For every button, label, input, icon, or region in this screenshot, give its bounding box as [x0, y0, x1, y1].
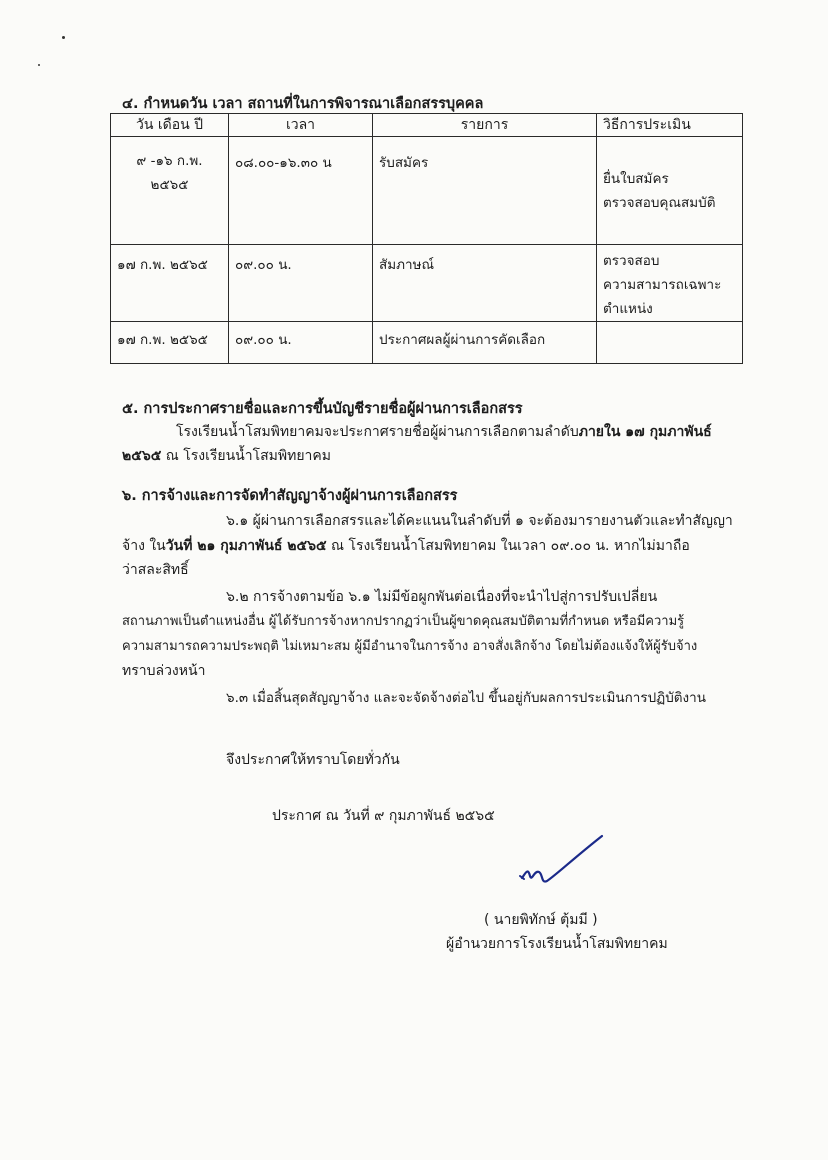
p63-line1: ๖.๓ เมื่อสิ้นสุดสัญญาจ้าง และจะจัดจ้างต่อไป ขึ้นอยู่กับผลการประเมินการปฏิบัติงาน [226, 690, 706, 706]
header-item: รายการ [373, 114, 597, 137]
header-time: เวลา [229, 114, 373, 137]
scan-speck [62, 36, 65, 39]
p62-line1: ๖.๒ การจ้างตามข้อ ๖.๑ ไม่มีข้อผูกพันต่อเนื่องที่จะนำไปสู่การปรับเปลี่ยน [226, 589, 658, 605]
p61-line2: จ้าง ในวันที่ ๒๑ กุมภาพันธ์ ๒๕๖๕ ณ โรงเรียนน้ำโสมพิทยาคม ในเวลา ๐๙.๐๐ น. หากไม่มาถือ [122, 538, 690, 554]
section4-heading: ๔. กำหนดวัน เวลา สถานที่ในการพิจารณาเลือกสรรบุคคล [122, 96, 484, 112]
row2-date: ๑๗ ก.พ. ๒๕๖๕ [111, 245, 229, 322]
p62-line4: ทราบล่วงหน้า [122, 663, 206, 679]
signer-title: ผู้อำนวยการโรงเรียนน้ำโสมพิทยาคม [446, 936, 668, 952]
row3-item: ประกาศผลผู้ผ่านการคัดเลือก [373, 322, 597, 364]
row3-date: ๑๗ ก.พ. ๒๕๖๕ [111, 322, 229, 364]
scan-speck [38, 64, 40, 66]
row1-method: ยื่นใบสมัคร ตรวจสอบคุณสมบัติ [597, 137, 743, 245]
table-row [111, 322, 743, 364]
closing-announce: จึงประกาศให้ทราบโดยทั่วกัน [226, 752, 400, 768]
row1-item: รับสมัคร [373, 137, 597, 245]
p62-line2: สถานภาพเป็นตำแหน่งอื่น ผู้ได้รับการจ้างหากปรากฏว่าเป็นผู้ขาดคุณสมบัติตามที่กำหนด หรือมีความรู้ [122, 614, 685, 629]
row3-method [597, 322, 743, 364]
row1-date: ๙ -๑๖ ก.พ. ๒๕๖๕ [111, 137, 229, 245]
table-header-row [111, 114, 743, 137]
row2-time: ๐๙.๐๐ น. [229, 245, 373, 322]
section5-line1: โรงเรียนน้ำโสมพิทยาคมจะประกาศรายชื่อผู้ผ่านการเลือกตามลำดับภายใน ๑๗ กุมภาพันธ์ [176, 424, 712, 440]
signature-icon [512, 832, 608, 894]
p61-line3: ว่าสละสิทธิ์ [122, 562, 189, 578]
row2-method: ตรวจสอบ ความสามารถเฉพาะ ตำแหน่ง [597, 245, 743, 322]
section5-heading: ๕. การประกาศรายชื่อและการขึ้นบัญชีรายชื่อผู้ผ่านการเลือกสรร [122, 401, 523, 417]
header-date: วัน เดือน ปี [111, 114, 229, 137]
p61-line1: ๖.๑ ผู้ผ่านการเลือกสรรและได้คะแนนในลำดับที่ ๑ จะต้องมารายงานตัวและทำสัญญา [226, 513, 733, 529]
row1-time: ๐๘.๐๐-๑๖.๓๐ น [229, 137, 373, 245]
announce-date: ประกาศ ณ วันที่ ๙ กุมภาพันธ์ ๒๕๖๕ [272, 808, 495, 824]
signer-name: ( นายพิทักษ์ ตุ้มมี ) [484, 912, 598, 928]
schedule-table [110, 113, 743, 364]
row2-item: สัมภาษณ์ [373, 245, 597, 322]
section6-heading: ๖. การจ้างและการจัดทำสัญญาจ้างผู้ผ่านการเลือกสรร [122, 488, 458, 504]
header-method: วิธีการประเมิน [597, 114, 743, 137]
p62-line3: ความสามารถความประพฤติ ไม่เหมาะสม ผู้มีอำนาจในการจ้าง อาจสั่งเลิกจ้าง โดยไม่ต้องแจ้งให้ผู้รับจ้าง [122, 639, 698, 654]
table-row [111, 245, 743, 322]
row3-time: ๐๙.๐๐ น. [229, 322, 373, 364]
table-row [111, 137, 743, 245]
section5-line2: ๒๕๖๕ ณ โรงเรียนน้ำโสมพิทยาคม [122, 448, 331, 464]
